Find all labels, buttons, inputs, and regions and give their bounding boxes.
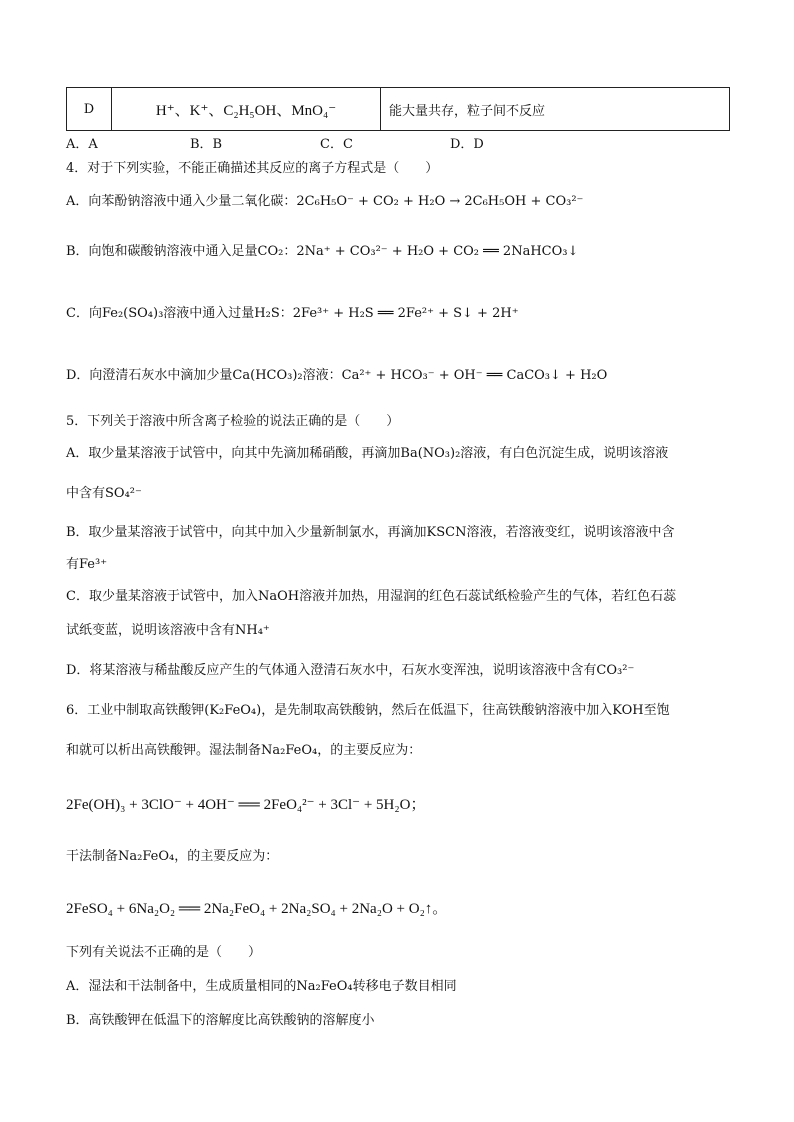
q3-choice-c[interactable]: C．C: [320, 137, 353, 152]
q5-option-d[interactable]: D．将某溶液与稀盐酸反应产生的气体通入澄清石灰水中，石灰水变浑浊，说明该溶液中含有CO₃²⁻: [66, 663, 635, 678]
q5-option-c-cont: 试纸变蓝，说明该溶液中含有NH₄⁺: [66, 623, 270, 638]
q3-choice-b[interactable]: B．B: [190, 137, 223, 152]
q5-option-b-cont: 有Fe³⁺: [66, 557, 108, 572]
q6-option-a[interactable]: A．湿法和干法制备中，生成质量相同的Na₂FeO₄转移电子数目相同: [66, 979, 457, 994]
option-table: [66, 87, 730, 131]
q6-option-b[interactable]: B．高铁酸钾在低温下的溶解度比高铁酸钠的溶解度小: [66, 1013, 375, 1028]
q5-option-b[interactable]: B．取少量某溶液于试管中，向其中加入少量新制氯水，再滴加KSCN溶液，若溶液变红，说明该溶液中含: [66, 525, 675, 540]
q3-choice-a[interactable]: A．A: [66, 137, 98, 152]
q6-dry-method: 干法制备Na₂FeO₄，的主要反应为：: [66, 849, 279, 864]
option-letter: D: [67, 88, 112, 131]
q6-wet-equation: 2Fe(OH)₃ + 3ClO⁻ + 4OH⁻ ══ 2FeO₄²⁻ + 3Cl⁻ + 5H₂O；: [66, 797, 426, 813]
table-row: [67, 88, 730, 131]
q3-choice-d[interactable]: D．D: [450, 137, 484, 152]
q4-stem: 4．对于下列实验，不能正确描述其反应的离子方程式是（ ）: [66, 161, 439, 176]
q5-option-a[interactable]: A．取少量某溶液于试管中，向其中先滴加稀硝酸，再滴加Ba(NO₃)₂溶液，有白色沉淀生成，说明该溶液: [66, 446, 669, 461]
q4-option-c[interactable]: C．向Fe₂(SO₄)₃溶液中通入过量H₂S：2Fe³⁺ + H₂S ══ 2Fe²⁺ + S↓ + 2H⁺: [66, 306, 519, 321]
q6-dry-equation: 2FeSO₄ + 6Na₂O₂ ══ 2Na₂FeO₄ + 2Na₂SO₄ + 2Na₂O + O₂↑。: [66, 901, 448, 917]
q6-stem: 6．工业中制取高铁酸钾(K₂FeO₄)，是先制取高铁酸钠，然后在低温下，往高铁酸钠溶液中加入KOH至饱: [66, 703, 670, 718]
q6-question: 下列有关说法不正确的是（ ）: [66, 945, 262, 960]
q6-stem-cont: 和就可以析出高铁酸钾。湿法制备Na₂FeO₄，的主要反应为：: [66, 743, 422, 758]
q5-option-a-cont: 中含有SO₄²⁻: [66, 486, 142, 501]
q4-option-a[interactable]: A．向苯酚钠溶液中通入少量二氧化碳：2C₆H₅O⁻ + CO₂ + H₂O → 2C₆H₅OH + CO₃²⁻: [66, 194, 584, 209]
judgement-cell: 能大量共存，粒子间不反应: [381, 88, 730, 131]
q4-option-b[interactable]: B．向饱和碳酸钠溶液中通入足量CO₂：2Na⁺ + CO₃²⁻ + H₂O + CO₂ ══ 2NaHCO₃↓: [66, 244, 579, 259]
q4-option-d[interactable]: D．向澄清石灰水中滴加少量Ca(HCO₃)₂溶液：Ca²⁺ + HCO₃⁻ + OH⁻ ══ CaCO₃↓ + H₂O: [66, 368, 608, 383]
q5-option-c[interactable]: C．取少量某溶液于试管中，加入NaOH溶液并加热，用湿润的红色石蕊试纸检验产生的气体，若红色石蕊: [66, 589, 677, 604]
q5-stem: 5．下列关于溶液中所含离子检验的说法正确的是（ ）: [66, 414, 400, 429]
species-cell: H⁺、K⁺、C₂H₅OH、MnO₄⁻: [112, 88, 381, 131]
